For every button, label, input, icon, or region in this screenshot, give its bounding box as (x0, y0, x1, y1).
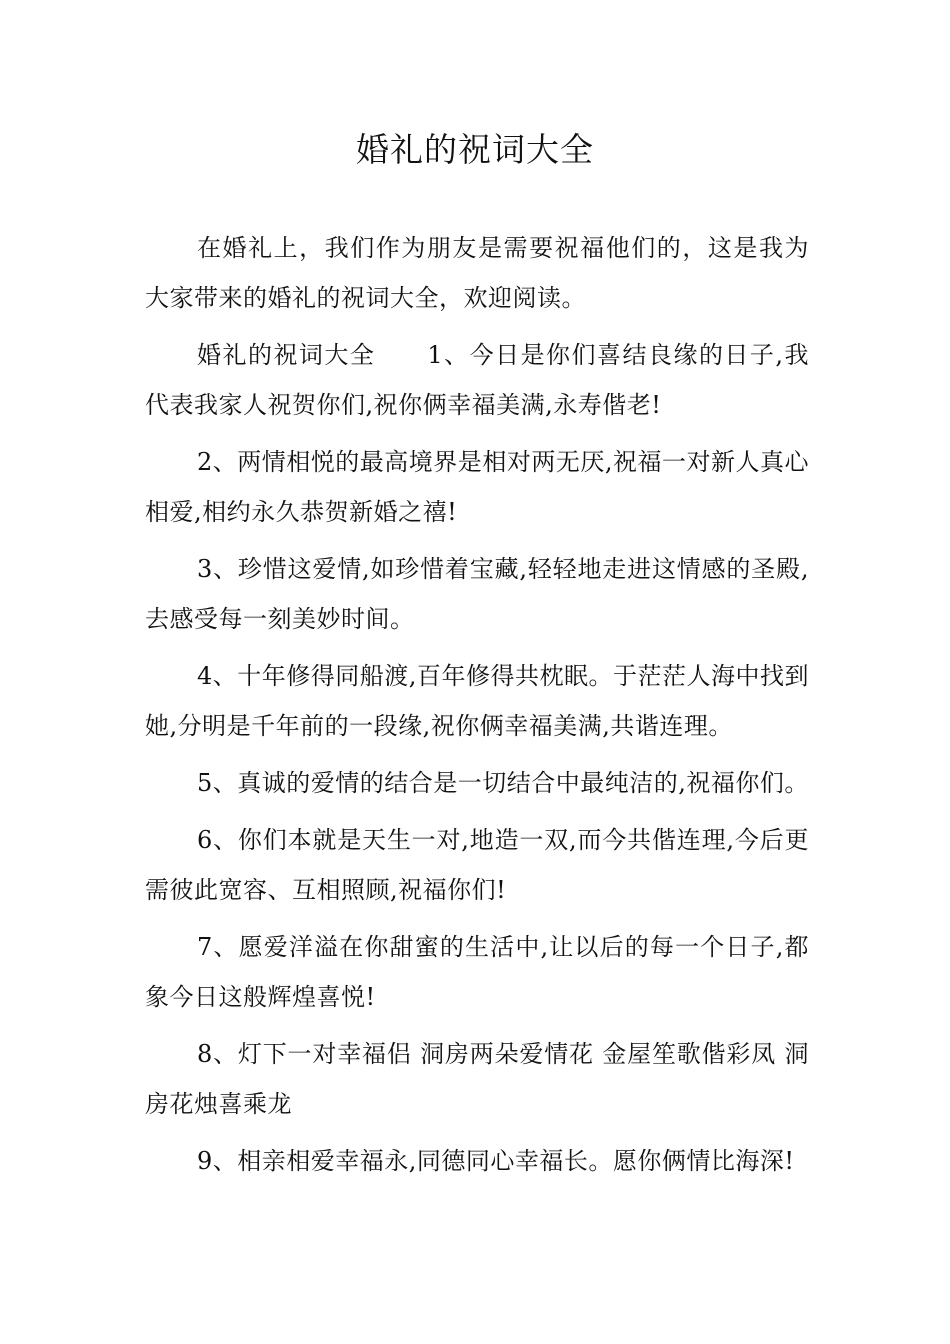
wish-item-8: 8、灯下一对幸福侣 洞房两朵爱情花 金屋笙歌偕彩凤 洞房花烛喜乘龙 (145, 1040, 809, 1118)
wish-item-9: 9、相亲相爱幸福永,同德同心幸福长。愿你俩情比海深! (197, 1147, 795, 1175)
wish-item-7: 7、愿爱洋溢在你甜蜜的生活中,让以后的每一个日子,都象今日这般辉煌喜悦! (145, 933, 809, 1011)
wish-item-2: 2、两情相悦的最高境界是相对两无厌,祝福一对新人真心相爱,相约永久恭贺新婚之禧! (145, 448, 809, 526)
wish-item-3: 3、珍惜这爱情,如珍惜着宝藏,轻轻地走进这情感的圣殿,去感受每一刻美妙时间。 (145, 555, 809, 633)
wish-item-5: 5、真诚的爱情的结合是一切结合中最纯洁的,祝福你们。 (197, 769, 809, 797)
document-title: 婚礼的祝词大全 (356, 130, 594, 169)
wish-item-4: 4、十年修得同船渡,百年修得共枕眠。于茫茫人海中找到她,分明是千年前的一段缘,祝你俩幸福美满,共谐连理。 (145, 662, 809, 740)
document-body (145, 223, 809, 1193)
section-heading: 婚礼的祝词大全 (197, 341, 376, 369)
intro-paragraph: 在婚礼上，我们作为朋友是需要祝福他们的，这是我为大家带来的婚礼的祝词大全，欢迎阅读。 (145, 234, 809, 312)
paragraph-1 (145, 330, 809, 430)
wish-item-6: 6、你们本就是天生一对,地造一双,而今共偕连理,今后更需彼此宽容、互相照顾,祝福你们! (145, 826, 809, 904)
wish-item-1: 1、今日是你们喜结良缘的日子,我代表我家人祝贺你们,祝你俩幸福美满,永寿偕老! (145, 341, 809, 419)
